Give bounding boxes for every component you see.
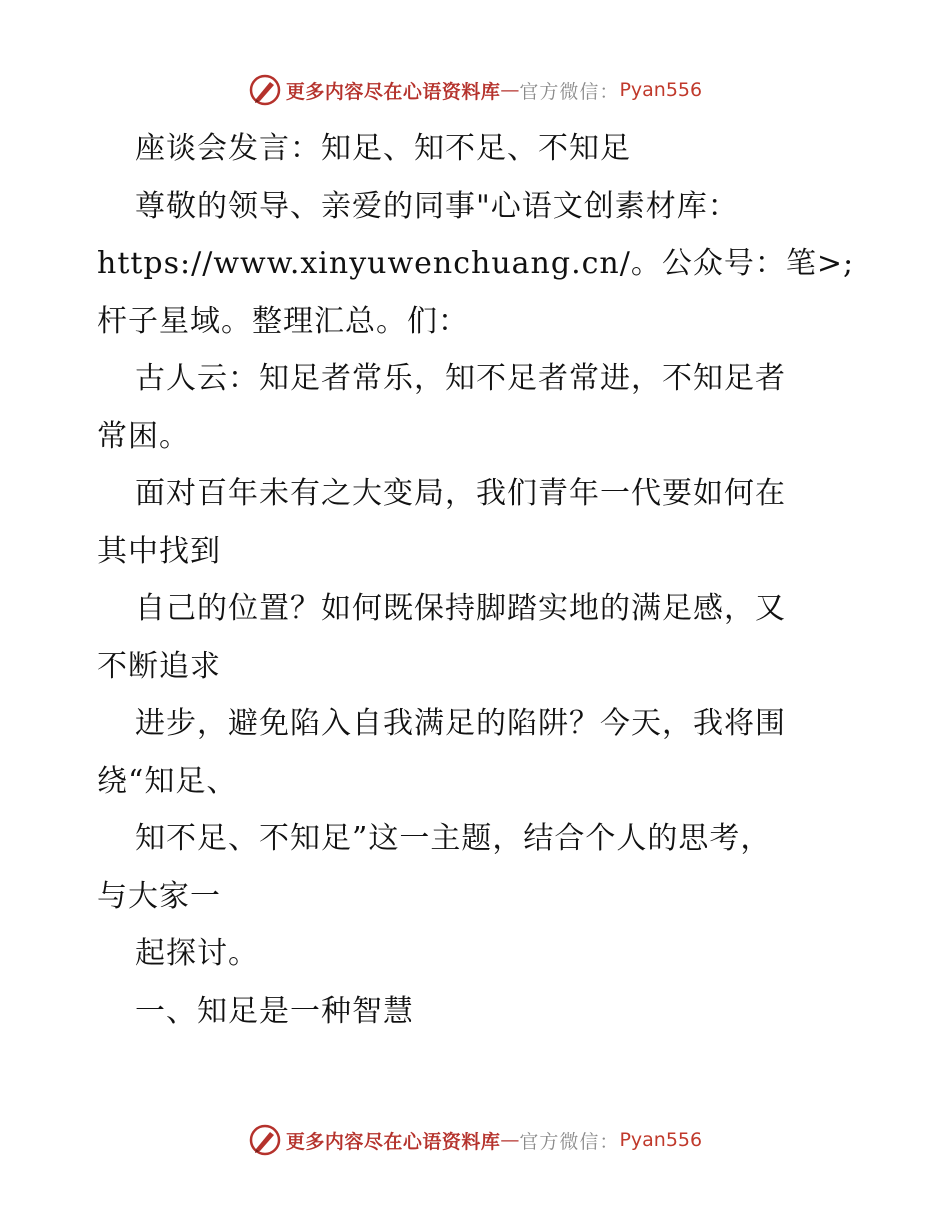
text-line: 起探讨。 — [135, 936, 259, 971]
banner-wechat-id: Pyan556 — [619, 1129, 703, 1151]
banner-dash: — — [500, 79, 520, 101]
section-heading: 一、知足是一种智慧 — [135, 993, 414, 1029]
banner-wechat-label: 官方微信： — [519, 80, 620, 103]
footer-banner — [0, 1120, 950, 1160]
text-line: 面对百年未有之大变局，我们青年一代要如何在 — [135, 476, 786, 511]
text-line: 不断追求 — [97, 648, 221, 684]
text-line: https://www.xinyuwenchuang.cn/。公众号：笔>; — [97, 246, 855, 281]
text-line: 其中找到 — [97, 533, 221, 569]
document-body — [97, 120, 857, 1040]
text-line: 尊敬的领导、亲爱的同事"心语文创素材库： — [135, 188, 739, 224]
header-banner — [0, 70, 950, 110]
banner-wechat-label: 官方微信： — [519, 1130, 620, 1153]
text-line: 与大家一 — [97, 878, 221, 914]
text-line: 古人云：知足者常乐，知不足者常进，不知足者 — [135, 361, 786, 396]
text-line: 知不足、不知足”这一主题，结合个人的思考， — [135, 821, 772, 856]
banner-main-text: 更多内容尽在心语资料库 — [285, 80, 501, 103]
pen-logo-icon — [248, 1123, 282, 1157]
text-line: 进步，避免陷入自我满足的陷阱？今天，我将围 — [135, 706, 786, 741]
pen-logo-icon — [248, 73, 282, 107]
banner-main-text: 更多内容尽在心语资料库 — [285, 1130, 501, 1153]
banner-dash: — — [500, 1129, 520, 1151]
text-line: 自己的位置？如何既保持脚踏实地的满足感，又 — [135, 591, 786, 626]
text-line: 杆子星域。整理汇总。们： — [97, 303, 469, 339]
text-line: 座谈会发言：知足、知不足、不知足 — [135, 131, 631, 166]
banner-wechat-id: Pyan556 — [619, 79, 703, 101]
text-line: 常困。 — [97, 418, 190, 454]
text-line: 绕“知足、 — [97, 763, 238, 799]
